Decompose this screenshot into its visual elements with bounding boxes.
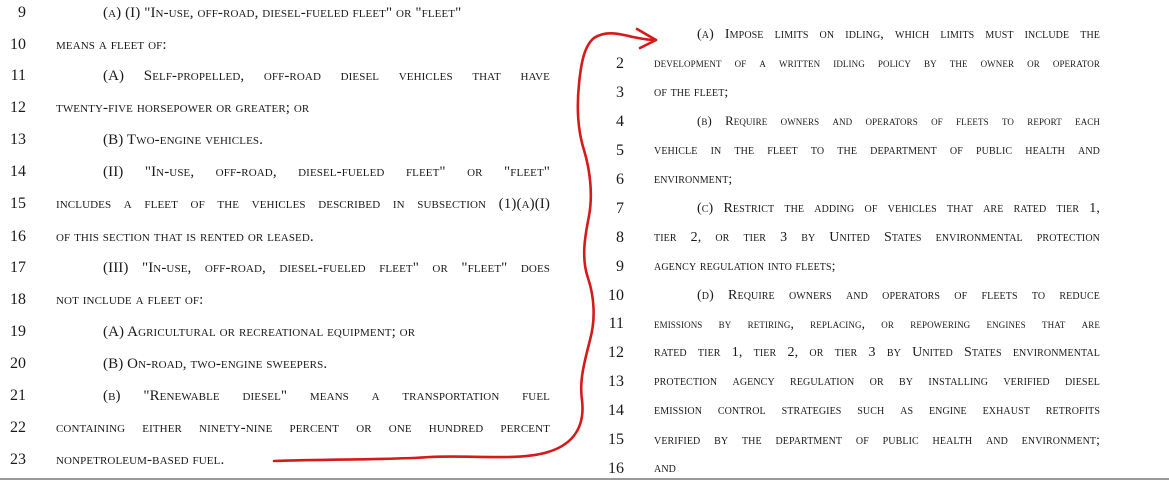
line-number: 4 — [616, 113, 624, 130]
line-text: (A) Self-propelled, off-road diesel vehicles that have — [103, 68, 550, 84]
line-text: means a fleet of: — [56, 37, 167, 53]
line-number: 2 — [616, 55, 624, 72]
line-text: rated tier 1, tier 2, or tier 3 by United States environmental — [654, 345, 1100, 360]
line-text: nonpetroleum-based fuel. — [56, 452, 225, 468]
line-number: 16 — [608, 460, 624, 477]
line-text: (II) "In-use, off-road, diesel-fueled fleet" or "fleet" — [103, 164, 550, 180]
line-number: 15 — [608, 431, 624, 448]
line-text: (c) Restrict the adding of vehicles that are rated tier 1, — [697, 201, 1100, 216]
line-number: 13 — [608, 373, 624, 390]
line-number: 19 — [10, 323, 26, 340]
line-text: (B) On-road, two-engine sweepers. — [103, 356, 328, 372]
line-number: 6 — [616, 171, 624, 188]
line-number: 15 — [10, 195, 26, 212]
line-number: 9 — [616, 258, 624, 275]
line-number: 5 — [616, 142, 624, 159]
line-text: vehicle in the fleet to the department of public health and — [654, 143, 1100, 158]
line-number: 17 — [10, 259, 26, 276]
line-number: 18 — [10, 291, 26, 308]
line-number: 23 — [10, 451, 26, 468]
line-number: 21 — [10, 387, 26, 404]
line-number: 20 — [10, 355, 26, 372]
line-number: 9 — [18, 4, 26, 21]
page-bottom-rule — [0, 478, 1169, 480]
line-number: 13 — [10, 131, 26, 148]
line-number: 12 — [10, 99, 26, 116]
line-text: protection agency regulation or by installing verified diesel — [654, 374, 1100, 389]
line-text: emission control strategies such as engine exhaust retrofits — [654, 403, 1100, 418]
line-number: 14 — [608, 402, 624, 419]
line-text: (III) "In-use, off-road, diesel-fueled fleet" or "fleet" does — [103, 260, 550, 276]
line-number: 14 — [10, 163, 26, 180]
line-text: (b) Require owners and operators of fleets to report each — [697, 114, 1100, 128]
line-text: environment; — [654, 172, 733, 187]
line-text: not include a fleet of: — [56, 292, 204, 308]
line-text: and — [654, 461, 676, 476]
line-text: of the fleet; — [654, 85, 729, 100]
line-text: (B) Two-engine vehicles. — [103, 132, 263, 148]
line-text: verified by the department of public health and environment; — [654, 432, 1100, 447]
line-number: 7 — [616, 200, 624, 217]
line-text: (a) Impose limits on idling, which limits must include the — [697, 27, 1100, 42]
line-number: 11 — [10, 67, 26, 84]
line-text: emissions by retiring, replacing, or repowering engines that are — [654, 316, 1100, 331]
line-text: twenty-five horsepower or greater; or — [56, 100, 310, 116]
line-number: 8 — [616, 229, 624, 246]
line-text: (a) (I) "In-use, off-road, diesel-fueled fleet" or "fleet" — [103, 5, 462, 21]
line-text: (b) "Renewable diesel" means a transportation fuel — [103, 388, 550, 404]
line-number: 22 — [10, 419, 26, 436]
line-text: includes a fleet of the vehicles described in subsection (1)(a)(I) — [56, 196, 550, 212]
line-text: agency regulation into fleets; — [654, 259, 836, 274]
line-number: 3 — [616, 84, 624, 101]
line-text: development of a written idling policy by the owner or operator — [654, 56, 1100, 70]
line-number: 16 — [10, 228, 26, 245]
line-text: (d) Require owners and operators of fleets to reduce — [697, 288, 1100, 303]
line-text: tier 2, or tier 3 by United States environmental protection — [654, 230, 1100, 245]
line-text: containing either ninety-nine percent or one hundred percent — [56, 420, 550, 436]
line-text: of this section that is rented or leased. — [56, 229, 314, 245]
line-number: 12 — [608, 344, 624, 361]
line-number: 10 — [10, 36, 26, 53]
arrowhead-icon — [637, 29, 656, 48]
line-number: 11 — [608, 315, 624, 332]
line-text: (A) Agricultural or recreational equipment; or — [103, 324, 416, 340]
line-number: 10 — [608, 287, 624, 304]
